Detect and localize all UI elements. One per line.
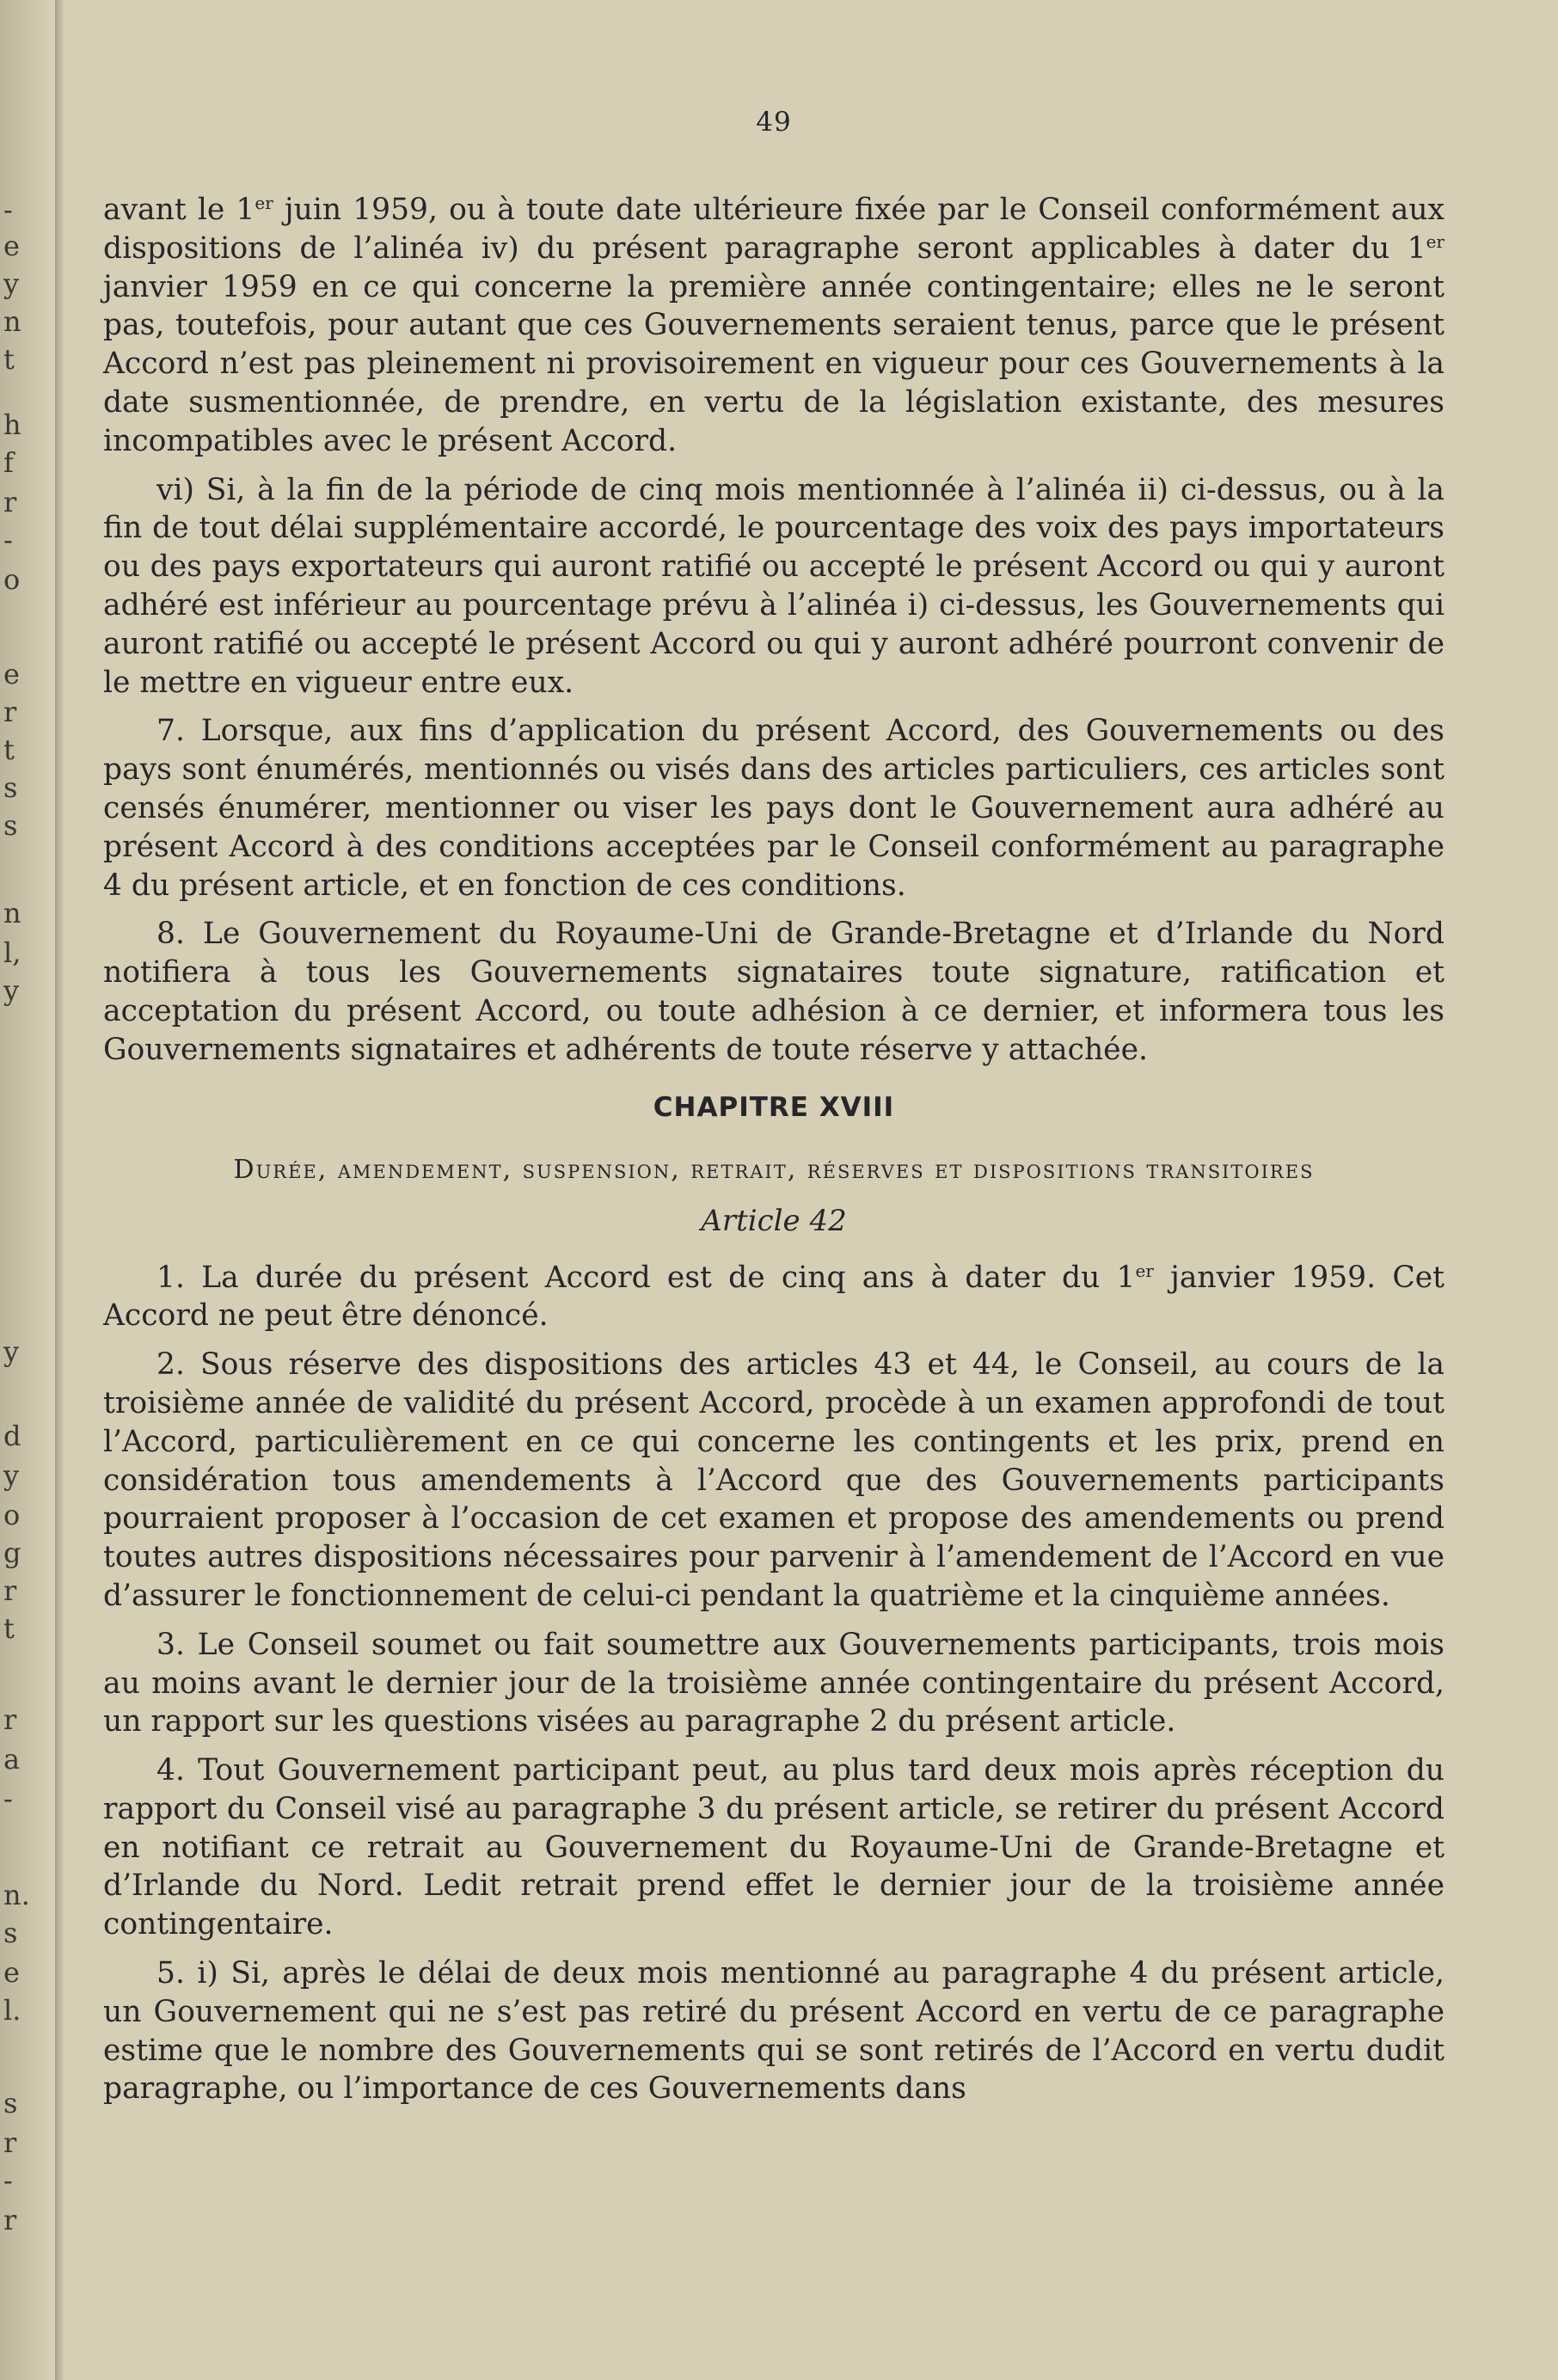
margin-letter: s (3, 809, 18, 842)
margin-letter: n (3, 897, 21, 929)
margin-letter: l, (3, 936, 21, 969)
margin-letter: - (3, 193, 13, 226)
margin-letter: r (3, 1703, 17, 1736)
margin-letter: y (3, 267, 20, 300)
left-margin-strip (0, 0, 55, 2380)
article-paragraph-3: 3. Le Conseil soumet ou fait soumettre aux Gouvernements participants, trois mois au moins avant le dernier jour de la troisième année contingentaire du présent Accord, un rapport sur les questions visées au paragraphe 2 du présent article. (103, 1627, 1445, 1739)
margin-letter: e (3, 1956, 20, 1989)
margin-letter: n. (3, 1879, 30, 1911)
margin-letter: e (3, 658, 20, 690)
article-paragraph-4: 4. Tout Gouvernement participant peut, au plus tard deux mois après réception du rapport du Conseil visé au paragraphe 3 du présent article, se retirer du présent Accord en notifiant ce retrait au Gouvernement du Royaume-Uni de Grande-Bretagne et d’Irlande du Nord. Ledit retrait prend effet le dernier jour de la troisième année contingentaire. (103, 1753, 1445, 1942)
text-run: janvier 1959 en ce qui concerne la première année contingentaire; elles ne le seront pas, toutefois, pour autant que ces Gouvernements seraient tenus, parce que le présent Accord n’est pas pleinement ni provisoirement en vigueur pour ces Gouvernements à la date susmentionnée, de prendre, en vertu de la législation existante, des mesures incompatibles avec le présent Accord. (103, 269, 1445, 458)
margin-letter: s (3, 1917, 18, 1949)
superscript: er (1135, 1260, 1154, 1281)
margin-letter: f (3, 446, 14, 479)
margin-letter: e (3, 230, 20, 262)
text-run: avant le 1 (103, 193, 255, 227)
superscript: er (255, 193, 273, 213)
article-heading: Article 42 (701, 1203, 847, 1238)
margin-letter: - (3, 2164, 13, 2197)
margin-letter: n (3, 305, 21, 338)
margin-letter: y (3, 974, 20, 1007)
margin-letter: o (3, 563, 21, 596)
paragraph-continuation (103, 191, 1445, 461)
margin-letter: d (3, 1420, 21, 1452)
chapter-subtitle: Durée, amendement, suspension, retrait, réserves et dispositions transitoires (233, 1154, 1315, 1185)
margin-letter: r (3, 486, 17, 518)
document-page (103, 83, 1445, 2352)
margin-letter: l. (3, 1994, 21, 2027)
margin-letter: s (3, 771, 18, 804)
margin-letter: o (3, 1499, 21, 1531)
margin-letter: - (3, 1782, 13, 1815)
margin-letter: r (3, 2204, 17, 2236)
paragraph-8: 8. Le Gouvernement du Royaume-Uni de Grande-Bretagne et d’Irlande du Nord notifiera à tous les Gouvernements signataires toute signature, ratification et acceptation du présent Accord, ou toute adhésion à ce dernier, et informera tous les Gouvernements signataires et adhérents de toute réserve y attachée. (103, 917, 1445, 1067)
margin-letter: h (3, 408, 21, 441)
article-paragraph-2: 2. Sous réserve des dispositions des articles 43 et 44, le Conseil, au cours de la troisième année de validité du présent Accord, procède à un examen approfondi de tout l’Accord, particulièrement en ce qui concerne les contingents et les prix, prend en considération tous amendements à l’Accord que des Gouvernements participants pourraient proposer à l’occasion de cet examen et propose des amendements ou prend toutes autres dispositions nécessaires pour parvenir à l’amendement de l’Accord en vue d’assurer le fonctionnement de celui-ci pendant la quatrième et la cinquième années. (103, 1347, 1445, 1613)
margin-letter: s (3, 2087, 18, 2119)
paragraph-7: 7. Lorsque, aux fins d’application du présent Accord, des Gouvernements ou des pays sont énumérés, mentionnés ou visés dans des articles particuliers, ces articles sont censés énumérer, mentionner ou viser les pays dont le Gouvernement aura adhéré au présent Accord à des conditions acceptées par le Conseil conformément au paragraphe 4 du présent article, et en fonction de ces conditions. (103, 714, 1445, 903)
margin-letter: r (3, 696, 17, 728)
paragraph-vi: vi) Si, à la fin de la période de cinq mois mentionnée à l’alinéa ii) ci-dessus, ou à la fin de tout délai supplémentaire accordé, le pourcentage des voix des pays importateurs ou des pays exportateurs qui auront ratifié ou accepté le présent Accord ou qui y auront adhéré est inférieur au pourcentage prévu à l’alinéa i) ci-dessus, les Gouvernements qui auront ratifié ou accepté le présent Accord ou qui y auront adhéré pourront convenir de le mettre en vigueur entre eux. (103, 472, 1445, 700)
margin-letter: - (3, 524, 13, 556)
margin-letter: r (3, 1574, 17, 1607)
text-run: 1. La durée du présent Accord est de cinq ans à dater du 1 (156, 1260, 1136, 1295)
margin-letter: y (3, 1459, 20, 1492)
article-paragraph-1 (103, 1259, 1445, 1336)
text-run: janvier 1959. Cet Accord ne peut être dénoncé. (103, 1260, 1445, 1334)
margin-letter: r (3, 2126, 17, 2159)
superscript: er (1426, 230, 1445, 252)
margin-letter: t (3, 733, 15, 766)
margin-letter: a (3, 1743, 21, 1776)
article-paragraph-5: 5. i) Si, après le délai de deux mois mentionné au paragraphe 4 du présent article, un Gouvernement qui ne s’est pas retiré du présent Accord en vertu de ce paragraphe estime que le nombre des Gouvernements qui se sont retirés de l’Accord en vertu dudit paragraphe, ou l’importance de ces Gouvernements dans (103, 1956, 1445, 2107)
margin-letter: y (3, 1335, 20, 1368)
page-number: 49 (756, 107, 792, 138)
text-run: juin 1959, ou à toute date ultérieure fixée par le Conseil conformément aux dispositions de l’alinéa iv) du présent paragraphe seront applicables à dater du 1 (103, 193, 1445, 266)
page-fold-shadow (55, 0, 64, 2380)
margin-letter: g (3, 1537, 21, 1569)
margin-letter: t (3, 1612, 15, 1645)
chapter-title: CHAPITRE XVIII (653, 1091, 895, 1123)
margin-letter: t (3, 343, 15, 376)
